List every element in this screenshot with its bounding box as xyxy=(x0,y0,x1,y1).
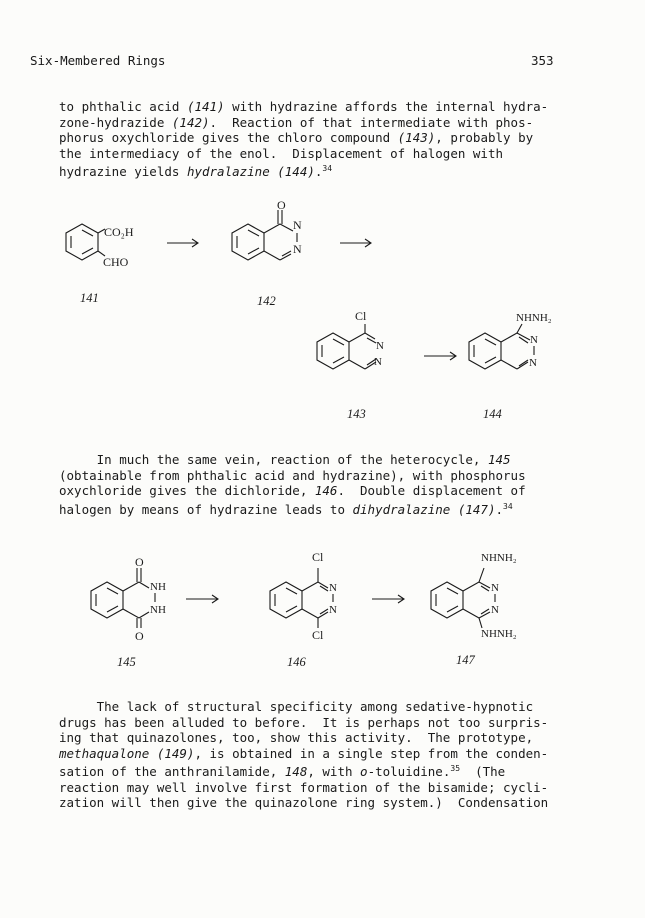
text-line: zation will then give the quinazolone ring system.) Condensation xyxy=(59,795,549,810)
footnote-ref: 35 xyxy=(450,764,461,773)
atom-label: N xyxy=(376,340,384,352)
text-line: to phthalic acid (141) with hydrazine affords the internal hydra- xyxy=(59,99,549,114)
atom-label: N xyxy=(329,582,337,594)
paragraph-3 xyxy=(59,699,579,811)
compound-label-142: 142 xyxy=(257,294,276,308)
atom-label: Cl xyxy=(312,628,324,642)
text-fragment: (The xyxy=(460,764,506,779)
atom-label: NH xyxy=(150,604,166,616)
compound-label-143: 143 xyxy=(347,407,366,421)
text-line: (obtainable from phthalic acid and hydrazine), with phosphorus xyxy=(59,467,526,483)
text-line: sation of the anthranilamide, 148, with o-toluidine.$^{35}$ (The xyxy=(59,764,506,779)
compound-label-141: 141 xyxy=(80,291,99,305)
text-line: phorus oxychloride gives the chloro compound (143), probably by xyxy=(59,130,534,145)
atom-label: O xyxy=(135,555,144,569)
structure-146 xyxy=(270,550,337,642)
structure-145 xyxy=(91,555,166,643)
text-line: oxychloride gives the dichloride, 146. Double displacement of xyxy=(59,483,526,498)
atom-label: N xyxy=(374,356,382,368)
atom-label: NHNH₂ xyxy=(481,552,517,564)
atom-label: N xyxy=(329,604,337,616)
text-line: The lack of structural specificity among sedative-hypnotic xyxy=(59,699,534,714)
atom-label: N xyxy=(529,357,537,369)
atom-label: NHNH₂ xyxy=(481,628,517,640)
atom-label: N xyxy=(491,604,499,616)
compound-label-146: 146 xyxy=(287,655,306,669)
compound-label-147: 147 xyxy=(456,653,475,667)
compound-label-144: 144 xyxy=(483,407,502,421)
running-title: Six-Membered Rings xyxy=(30,53,166,68)
compound-label-145: 145 xyxy=(117,655,136,669)
footnote-ref: 34 xyxy=(503,501,513,511)
text-line: methaqualone (149), is obtained in a single step from the conden- xyxy=(59,745,549,761)
atom-label: Cl xyxy=(312,550,324,564)
atom-label: Cl xyxy=(355,309,367,323)
text-line: hydrazine yields hydralazine (144).$^{34}$ xyxy=(59,164,333,179)
text-line: reaction may well involve first formation of the bisamide; cycli- xyxy=(59,779,549,795)
text-line: halogen by means of hydrazine leads to dihydralazine (147).$^{34}$ xyxy=(59,501,513,517)
atom-label: N xyxy=(491,582,499,594)
page-number: 353 xyxy=(531,53,554,68)
structure-147 xyxy=(431,552,517,640)
text-line: the intermediacy of the enol. Displacement of halogen with xyxy=(59,145,504,161)
atom-label: N xyxy=(293,218,302,232)
atom-label: CO₂H xyxy=(104,225,134,239)
footnote-ref: 34 xyxy=(322,164,333,173)
text-line: ing that quinazolones, too, show this activity. The prototype, xyxy=(59,730,534,745)
atom-label: O xyxy=(135,629,144,643)
atom-label: CHO xyxy=(103,255,129,269)
atom-label: N xyxy=(293,242,302,256)
atom-label: O xyxy=(277,198,286,212)
text-line: In much the same vein, reaction of the heterocycle, 145 xyxy=(59,452,511,467)
atom-label: N xyxy=(530,334,538,346)
atom-label: NHNH₂ xyxy=(516,312,552,324)
text-line: zone-hydrazide (142). Reaction of that intermediate with phos- xyxy=(59,114,534,130)
atom-label: NH xyxy=(150,581,166,593)
text-line: drugs has been alluded to before. It is perhaps not too surpris- xyxy=(59,714,549,730)
